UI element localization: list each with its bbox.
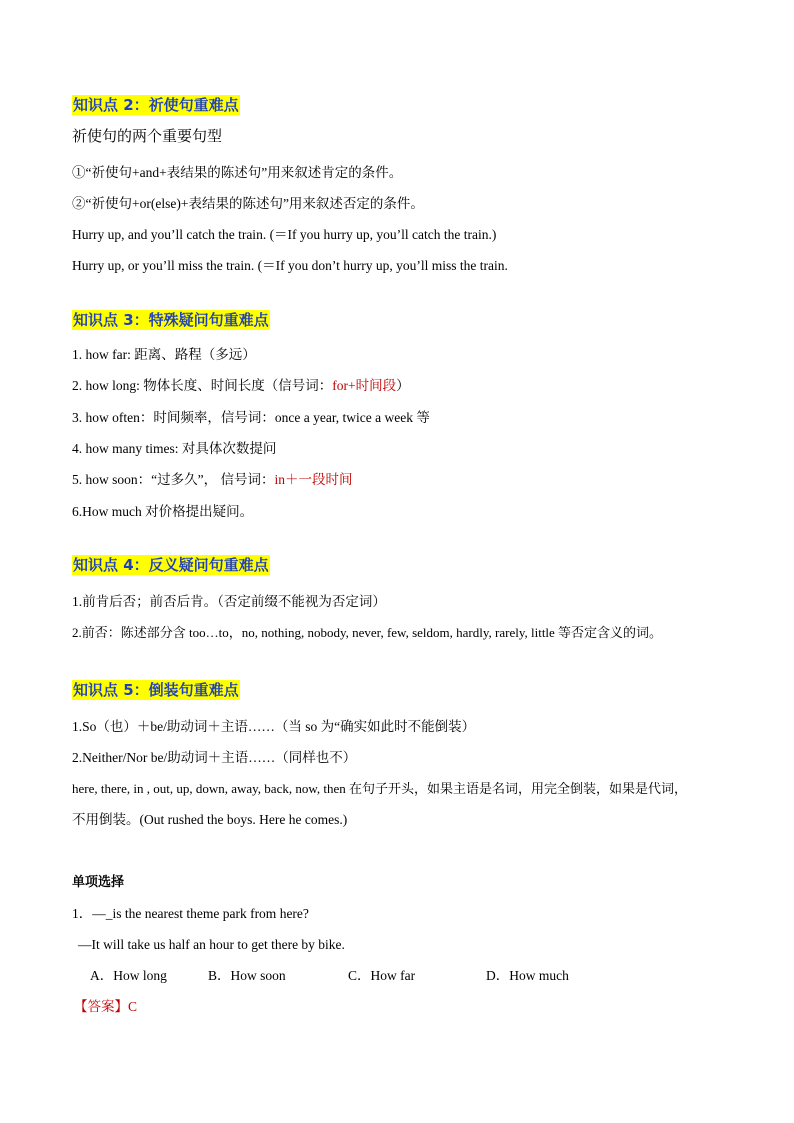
kp4-heading: 知识点 4：反义疑问句重难点 [73,556,269,574]
kp3-item2: 2. how long: 物体长度、时间长度（信号词：for+时间段） [72,378,410,393]
kp3-item4: 4. how many times: 对具体次数提问 [72,441,277,456]
kp2-line2: ②“祈使句+or(else)+表结果的陈述句”用来叙述否定的条件。 [72,196,424,211]
option-d[interactable]: D．How much [486,968,569,983]
kp2-example1: Hurry up, and you’ll catch the train. (＝If you hurry up, you’ll catch the train.) [72,227,497,242]
quiz-options [90,966,569,986]
kp3-heading: 知识点 3：特殊疑问句重难点 [73,311,269,329]
answer-value: C [128,999,138,1014]
kp3-item1: 1. how far: 距离、路程（多远） [72,347,256,362]
option-c[interactable]: C．How far [348,968,416,983]
quiz-question-1: 1．—_is the nearest theme park from here? [72,906,309,921]
kp2-example2: Hurry up, or you’ll miss the train. (＝If you don’t hurry up, you’ll miss the train. [72,258,508,273]
quiz-title: 单项选择 [72,875,125,890]
kp5-heading: 知识点 5：倒装句重难点 [73,681,239,699]
answer-line: 【答案】C [74,999,138,1014]
kp5-item3-line2: 不用倒装。(Out rushed the boys. Here he comes.) [72,812,348,827]
kp3-item3: 3. how often：时间频率，信号词：once a year, twice a week 等 [72,410,430,425]
option-b[interactable]: B．How soon [208,968,286,983]
option-a[interactable]: A．How long [90,968,167,983]
kp5-item2: 2.Neither/Nor be/助动词＋主语……（同样也不） [72,750,357,765]
quiz-question-1-reply: —It will take us half an hour to get there by bike. [78,937,345,952]
kp2-subtitle: 祈使句的两个重要句型 [72,127,223,145]
kp5-item1: 1.So（也）＋be/助动词＋主语……（当 so 为“确实如此时不能倒装） [72,719,476,734]
kp5-item3-line1: here, there, in , out, up, down, away, back, now, then 在句子开头，如果主语是名词，用完全倒装，如果是代词， [72,781,688,796]
kp2-line1: ①“祈使句+and+表结果的陈述句”用来叙述肯定的条件。 [72,165,403,180]
kp4-item1: 1.前肯后否；前否后肯。（否定前缀不能视为否定词） [72,594,386,609]
kp2-heading: 知识点 2：祈使句重难点 [73,96,239,114]
kp3-item6: 6.How much 对价格提出疑问。 [72,504,254,519]
kp3-item5: 5. how soon：“过多久”， 信号词：in＋一段时间 [72,472,353,487]
kp4-item2: 2.前否：陈述部分含 too…to，no, nothing, nobody, never, few, seldom, hardly, rarely, little 等否定含义的词。 [72,625,663,640]
